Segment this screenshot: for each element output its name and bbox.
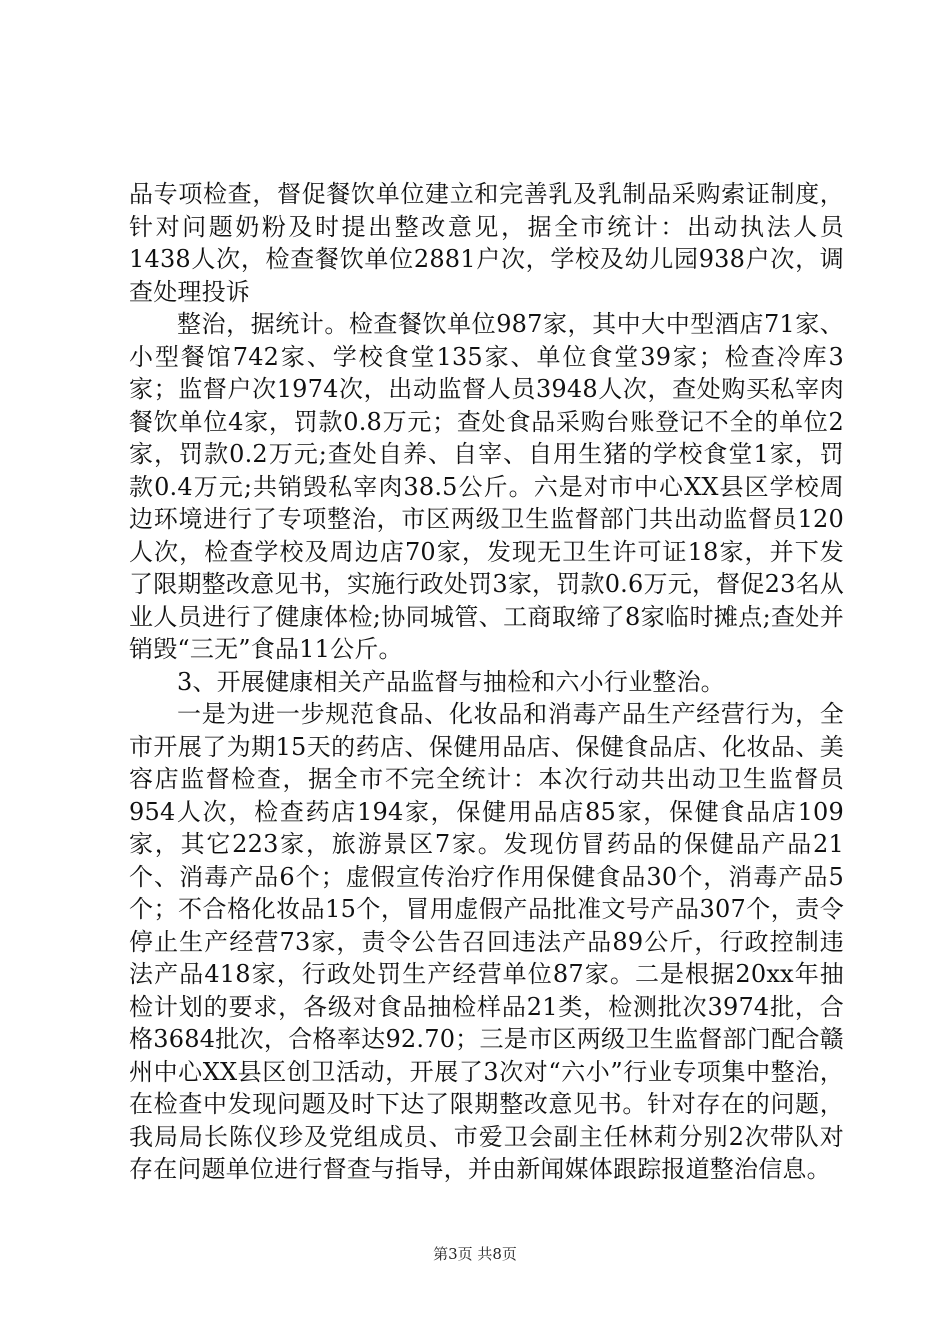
paragraph-4: 一是为进一步规范食品、化妆品和消毒产品生产经营行为，全市开展了为期15天的药店、保健用品店、保健食品店、化妆品、美容店监督检查，据全市不完全统计：本次行动共出动卫生监督员954人次，检查药店194家，保健用品店85家，保健食品店109家，其它223家，旅游景区7家。发现仿冒药品的保健品产品21个、消毒产品6个；虚假宣传治疗作用保健食品30个，消毒产品5个；不合格化妆品15个，冒用虚假产品批准文号产品307个，责令停止生产经营73家，责令公告召回违法产品89公斤，行政控制违法产品418家，行政处罚生产经营单位87家。二是根据20xx年抽检计划的要求，各级对食品抽检样品21类，检测批次3974批，合格3684批次，合格率达92.70；三是市区两级卫生监督部门配合赣州中心XX县区创卫活动，开展了3次对“六小”行业专项集中整治，在检查中发现问题及时下达了限期整改意见书。针对存在的问题，我局局长陈仪珍及党组成员、市爱卫会副主任林莉分别2次带队对存在问题单位进行督查与指导，并由新闻媒体跟踪报道整治信息。 xyxy=(129,700,844,1183)
paragraph-2: 整治，据统计。检查餐饮单位987家，其中大中型酒店71家、小型餐馆742家、学校食堂135家、单位食堂39家；检查冷库3家；监督户次1974次，出动监督人员3948人次，查处购买私宰肉餐饮单位4家，罚款0.8万元；查处食品采购台账登记不全的单位2家，罚款0.2万元;查处自养、自宰、自用生猪的学校食堂1家，罚款0.4万元;共销毁私宰肉38.5公斤。六是对市中心XX县区学校周边环境进行了专项整治，市区两级卫生监督部门共出动监督员120人次，检查学校及周边店70家，发现无卫生许可证18家，并下发了限期整改意见书，实施行政处罚3家，罚款0.6万元，督促23名从业人员进行了健康体检;协同城管、工商取缔了8家临时摊点;查处并销毁“三无”食品11公斤。 xyxy=(129,310,844,663)
document-body xyxy=(129,178,844,1186)
page-number-footer: 第3页 共8页 xyxy=(433,1245,517,1263)
paragraph-3: 3、开展健康相关产品监督与抽检和六小行业整治。 xyxy=(177,667,725,696)
paragraph-1: 品专项检查，督促餐饮单位建立和完善乳及乳制品采购索证制度，针对问题奶粉及时提出整改意见，据全市统计：出动执法人员1438人次，检查餐饮单位2881户次，学校及幼儿园938户次，调查处理投诉 xyxy=(129,180,844,306)
